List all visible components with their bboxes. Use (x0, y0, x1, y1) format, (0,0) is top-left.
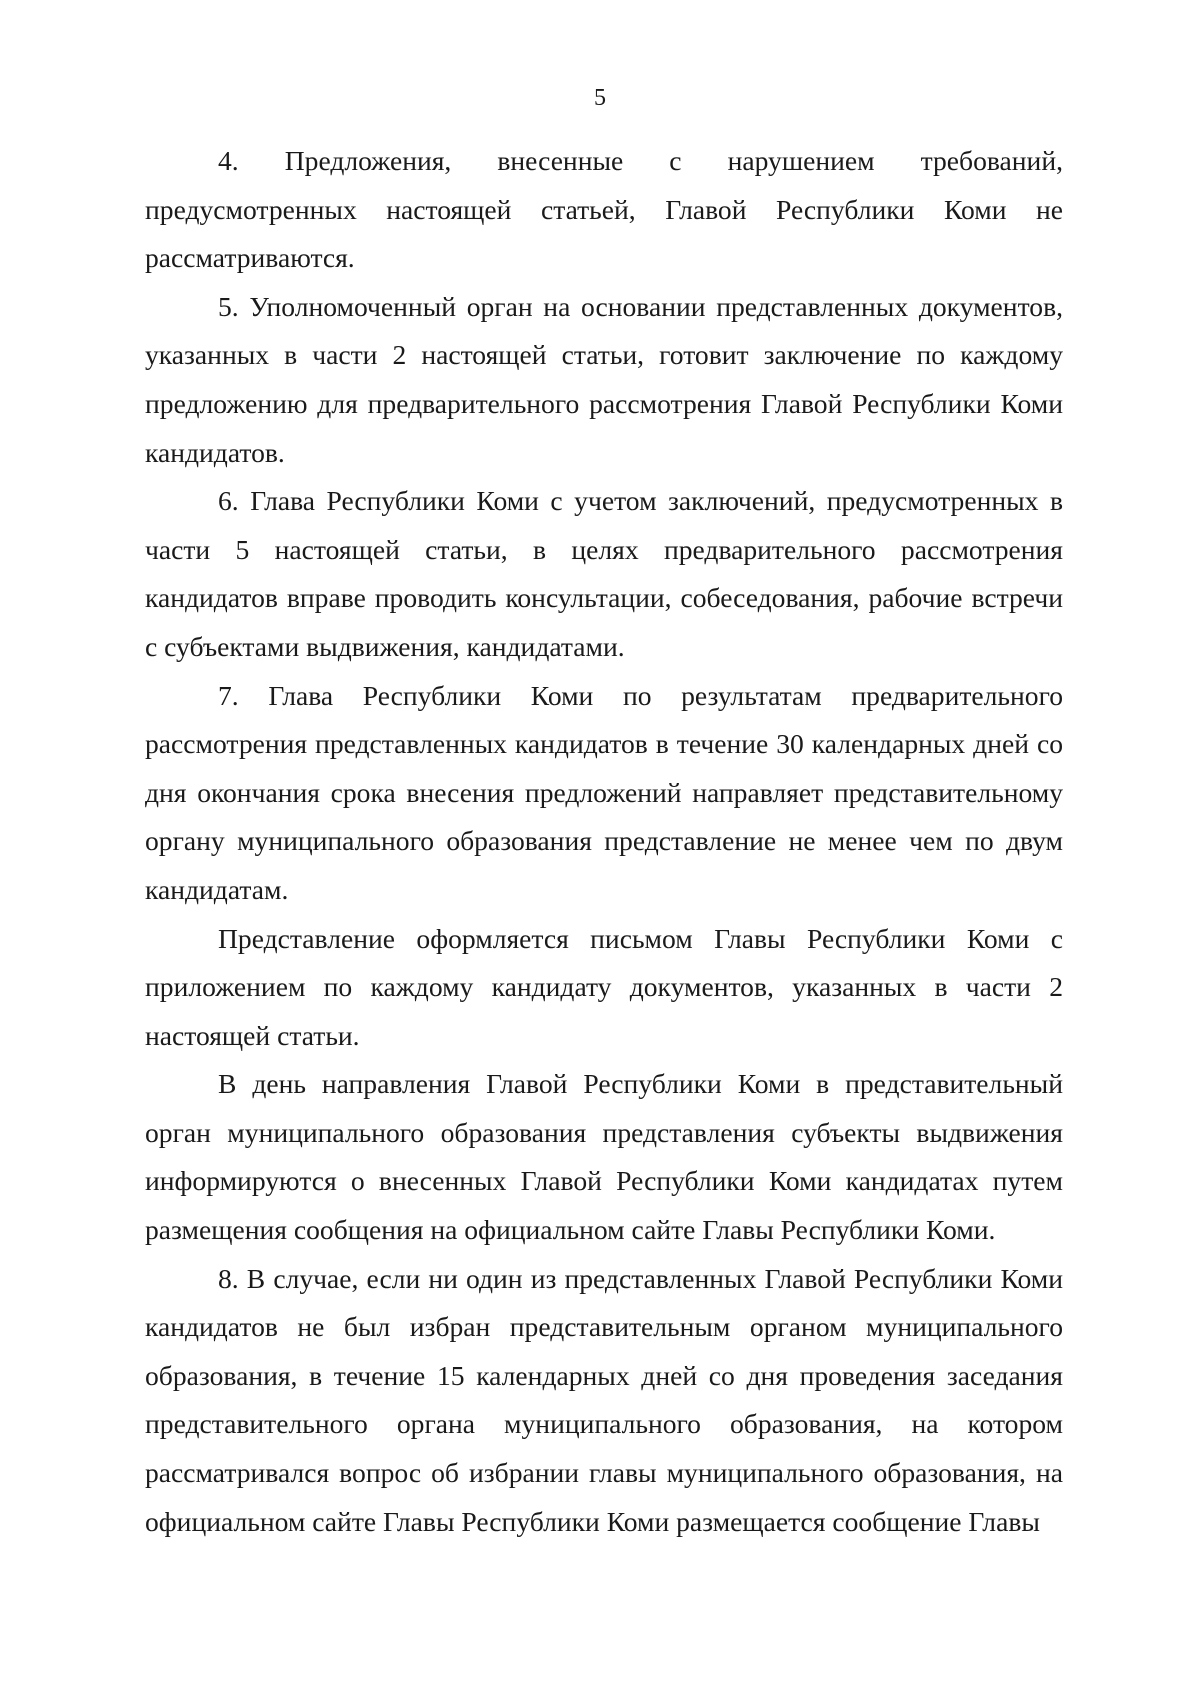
paragraph-7-representation: Представление оформляется письмом Главы Республики Коми с приложением по каждому кандидату документов, указанных в части 2 настоящей статьи. (145, 922, 1063, 1051)
paragraph-7: 7. Глава Республики Коми по результатам предварительного рассмотрения представленных кандидатов в течение 30 календарных дней со дня окончания срока внесения предложений направляет представительному органу муниципального образования представление не менее чем по двум кандидатам. (145, 679, 1063, 905)
paragraph-5: 5. Уполномоченный орган на основании представленных документов, указанных в части 2 настоящей статьи, готовит заключение по каждому предложению для предварительного рассмотрения Главой Республики Коми кандидатов. (145, 290, 1063, 468)
page-number: 5 (594, 85, 606, 111)
paragraph-7-notification: В день направления Главой Республики Коми в представительный орган муниципального образования представления субъекты выдвижения информируются о внесенных Главой Республики Коми кандидатах путем размещения сообщения на официальном сайте Главы Республики Коми. (145, 1068, 1063, 1246)
paragraph-8: 8. В случае, если ни один из представленных Главой Республики Коми кандидатов не был избран представительным органом муниципального образования, в течение 15 календарных дней со дня проведения заседания представительного органа муниципального образования, на котором рассматривался вопрос об избрании главы муниципального образования, на официальном сайте Главы Республики Коми размещается сообщение Главы (145, 1262, 1063, 1537)
paragraph-6: 6. Глава Республики Коми с учетом заключений, предусмотренных в части 5 настоящей статьи, в целях предварительного рассмотрения кандидатов вправе проводить консультации, собеседования, рабочие встречи с субъектами выдвижения, кандидатами. (145, 485, 1063, 662)
paragraph-4: 4. Предложения, внесенные с нарушением требований, предусмотренных настоящей статьей, Главой Республики Коми не рассматриваются. (145, 145, 1063, 274)
document-body (145, 137, 1063, 1546)
